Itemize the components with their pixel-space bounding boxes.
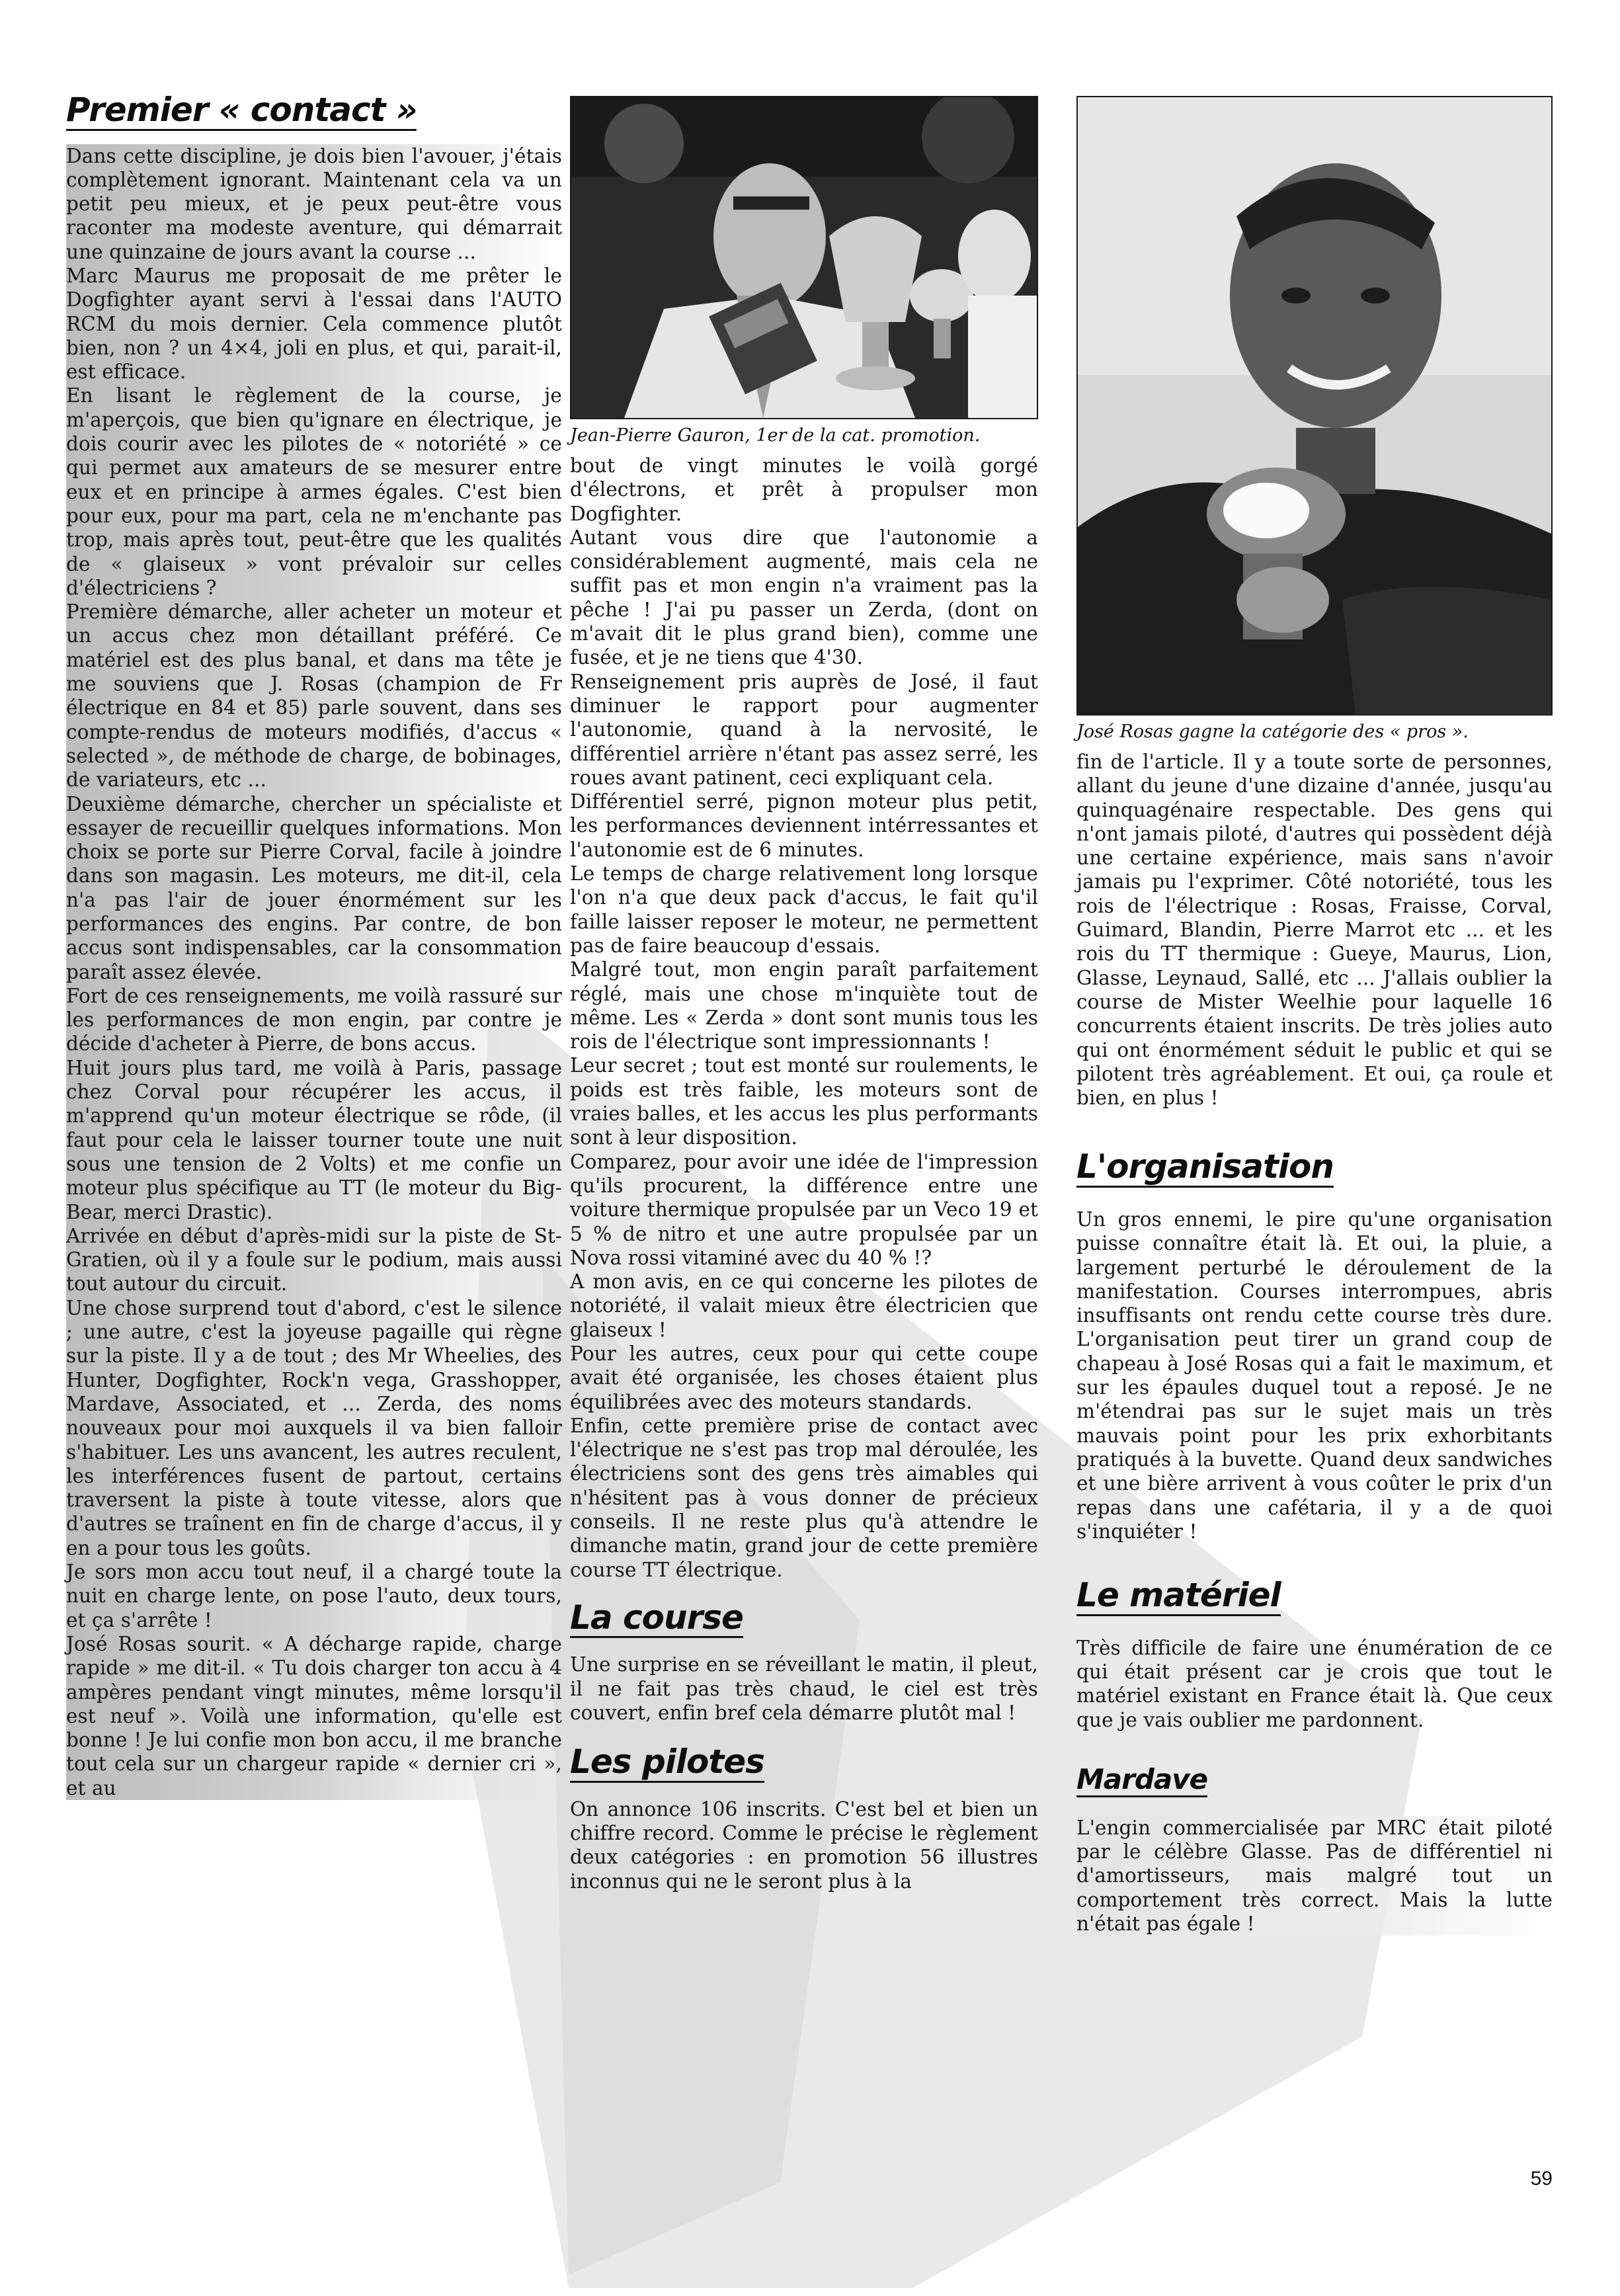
heading-la-course: La course [570,1600,743,1639]
column-2 [570,96,1038,1893]
heading-le-materiel: Le matériel [1076,1578,1281,1616]
col1-paragraph: Dans cette discipline, je dois bien l'avouer, j'étais complètement ignorant. Maintenant cela va un petit peu mieux, et je peux peut-être vous raconter ma modeste aventure, qui démarrait une quinzaine de jours avant la course ... [66,144,562,263]
heading-mardave: Mardave [1076,1765,1207,1797]
col2-paragraph: Autant vous dire que l'autonomie a considérablement augmenté, mais cela ne suffit pas et mon engin n'a vraiment pas la pêche ! J'ai pu passer un Zerda, (dont on m'avait dit le plus grand bien), comme une fusée, et je ne tiens que 4'30. [570,526,1038,669]
col2-paragraph: Pour les autres, ceux pour qui cette coupe avait été organisée, les choses étaient plus équilibrées avec des moteurs standards. [570,1342,1038,1413]
col1-paragraph: Fort de ces renseignements, me voilà rassuré sur les performances de mon engin, par contre je décide d'acheter à Pierre, de bons accus. [66,984,562,1055]
col1-paragraph: Arrivée en début d'après-midi sur la piste de St-Gratien, où il y a foule sur le podium, mais aussi tout autour du circuit. [66,1224,562,1295]
caption-photo-1: Jean-Pierre Gauron, 1er de la cat. promotion. [570,425,981,446]
course-paragraph: Une surprise en se réveillant le matin, il pleut, il ne fait pas très chaud, le ciel est très couvert, enfin bref cela démarre plutôt mal ! [570,1653,1038,1725]
col1-paragraph: Une chose surprend tout d'abord, c'est le silence ; une autre, c'est la joyeuse pagaille qui règne sur la piste. Il y a de tout ; des Mr Wheelies, des Hunter, Dogfighter, Rock'n vega, Grasshopper, Mardave, Associated, et ... Zerda, des noms nouveaux pour moi auxquels il va bien falloir s'habituer. Les uns avancent, les autres reculent, les interférences fusent de partout, certains traversent la piste à toute vitesse, alors que d'autres se traînent en fin de charge d'accus, il y en a pour tous les goûts. [66,1296,562,1559]
col1-paragraph: Deuxième démarche, chercher un spécialiste et essayer de recueillir quelques informations. Mon choix se porte sur Pierre Corval, facile à joindre dans son magasin. Les moteurs, me dit-il, cela n'a pas l'air de jouer énormément sur les performances des engins. Par contre, de bon accus sont indispensables, car la consommation paraît assez élevée. [66,792,562,983]
col1-paragraph: Huit jours plus tard, me voilà à Paris, passage chez Corval pour récupérer les accus, il m'apprend qu'un moteur électrique se rôde, (il faut pour cela le laisser tourner toute une nuit sous une tension de 2 Volts) et me confie un moteur plus spécifique au TT (le moteur du Big-Bear, merci Drastic). [66,1056,562,1223]
mardave-paragraph: L'engin commercialisée par MRC était piloté par le célèbre Glasse. Pas de différentiel ni d'amortisseurs, mais malgré tout un comportement très correct. Mais la lutte n'était pas égale ! [1076,1816,1553,1936]
materiel-paragraph: Très difficile de faire une énumération de ce qui était présent car je crois que tout le matériel existant en France était là. Que ceux que je vais oublier me pardonnent. [1076,1636,1553,1731]
heading-premier-contact: Premier « contact » [66,93,417,131]
heading-organisation: L'organisation [1076,1149,1334,1188]
col2-paragraph: Leur secret ; tout est monté sur roulements, le poids est très faible, les moteurs sont de vraies balles, et les accus les plus performants sont à leur disposition. [570,1054,1038,1149]
col2-paragraph: Comparez, pour avoir une idée de l'impression qu'ils procurent, la différence entre une voiture thermique propulsée par un Veco 19 et 5 % de nitro et une autre propulsée par un Nova rossi vitaminé avec du 40 % !? [570,1150,1038,1269]
col2-paragraph: Malgré tout, mon engin paraît parfaitement réglé, mais une chose m'inquiète tout de même. Les « Zerda » dont sont munis tous les rois de l'électrique sont impressionnants ! [570,958,1038,1053]
col1-paragraph: Première démarche, aller acheter un moteur et un accus chez mon détaillant préféré. Ce matériel est des plus banal, et dans ma tête je me souviens que J. Rosas (champion de Fr électrique en 84 et 85) parle souvent, dans ses compte-rendus de moteurs modifiés, d'accus « selected », de méthode de charge, de bobinages, de variateurs, etc ... [66,600,562,792]
organisation-paragraph: Un gros ennemi, le pire qu'une organisation puisse connaître était là. Et oui, la pluie, a largement perturbé le déroulement de la manifestation. Courses interrompues, abris insuffisants ont rendu cette course très dure. L'organisation peut tirer un grand coup de chapeau à José Rosas qui a fait le maximum, et sur les épaules duquel tout a reposé. Je ne m'étendrai pas sur le sujet mais un très mauvais point pour les prix exhorbitants pratiqués à la buvette. Quand deux sandwiches et une bière arrivent à vous coûter le prix d'un repas dans une cafétaria, il y a de quoi s'inquiéter ! [1076,1208,1553,1543]
caption-photo-2: José Rosas gagne la catégorie des « pros ». [1076,721,1469,742]
col2-paragraph: A mon avis, en ce qui concerne les pilotes de notoriété, il valait mieux être électricien que glaiseux ! [570,1270,1038,1341]
col2-paragraph: Renseignement pris auprès de José, il faut diminuer le rapport pour augmenter l'autonomie, quand à la nervosité, le différentiel arrière n'étant pas assez serré, les roues avant patinent, ceci expliquant cela. [570,670,1038,789]
pilotes-paragraph: On annonce 106 inscrits. C'est bel et bien un chiffre record. Comme le précise le règlement deux catégories : en promotion 56 illustres inconnus qui ne le seront plus à la [570,1797,1038,1893]
col1-paragraph: En lisant le règlement de la course, je m'aperçois, que bien qu'ignare en électrique, je dois courir avec les pilotes de « notoriété » ce qui permet aux amateurs de se mesurer entre eux et en principe à armes égales. C'est bien pour eux, pour ma part, cela ne m'enchante pas trop, mais après tout, peut-être que les qualités de « glaiseux » vont prévaloir sur celles d'électriciens ? [66,384,562,599]
col2-paragraph: bout de vingt minutes le voilà gorgé d'électrons, et prêt à propulser mon Dogfighter. [570,454,1038,525]
photo-jean-pierre-gauron [570,96,1038,419]
col2-paragraph: Le temps de charge relativement long lorsque l'on n'a que deux pack d'accus, le fait qu'il faille laisser reposer le moteur, ne permettent pas de faire beaucoup d'essais. [570,862,1038,957]
col1-paragraph: Marc Maurus me proposait de me prêter le Dogfighter ayant servi à l'essai dans l'AUTO RCM du mois dernier. Cela commence plutôt bien, non ? un 4×4, joli en plus, et qui, parait-il, est efficace. [66,264,562,384]
page-number: 59 [1530,2168,1553,2190]
col2-paragraph: Différentiel serré, pignon moteur plus petit, les performances deviennent intérressantes et l'autonomie est de 6 minutes. [570,790,1038,861]
col2-paragraph: Enfin, cette première prise de contact avec l'électrique ne s'est pas trop mal déroulée, les électriciens sont des gens très aimables qui n'hésitent pas à vous donner de précieux conseils. Il ne reste plus qu'à attendre le dimanche matin, grand jour de cette première course TT électrique. [570,1414,1038,1581]
column-1 [66,93,562,1800]
column-3 [1076,96,1553,1936]
col3-paragraph: fin de l'article. Il y a toute sorte de personnes, allant du jeune d'une dizaine d'année, jusqu'au quinquagénaire respectable. Des gens qui n'ont jamais piloté, d'autres qui possèdent déjà une certaine expérience, mais sans n'avoir jamais pu l'exprimer. Côté notoriété, tous les rois de l'électrique : Rosas, Fraisse, Corval, Guimard, Blandin, Pierre Marrot etc ... et les rois du TT thermique : Gueye, Maurus, Lion, Glasse, Leynaud, Sallé, etc ... J'allais oublier la course de Mister Weelhie pour laquelle 16 concurrents étaient inscrits. De très jolies auto qui ont énormément séduit le public et qui se pilotent très agréablement. Et oui, ça roule et bien, en plus ! [1076,751,1553,1110]
col1-paragraph: Je sors mon accu tout neuf, il a chargé toute la nuit en charge lente, on pose l'auto, deux tours, et ça s'arrête ! [66,1561,562,1631]
heading-les-pilotes: Les pilotes [570,1744,764,1783]
col1-paragraph: José Rosas sourit. « A décharge rapide, charge rapide » me dit-il. « Tu dois charger ton accu à 4 ampères pendant vingt minutes, même lorsqu'il est neuf ». Voilà une information, qu'elle est bonne ! Je lui confie mon bon accu, il me branche tout cela sur un chargeur rapide « dernier cri », et au [66,1632,562,1799]
photo-jose-rosas [1076,96,1553,716]
